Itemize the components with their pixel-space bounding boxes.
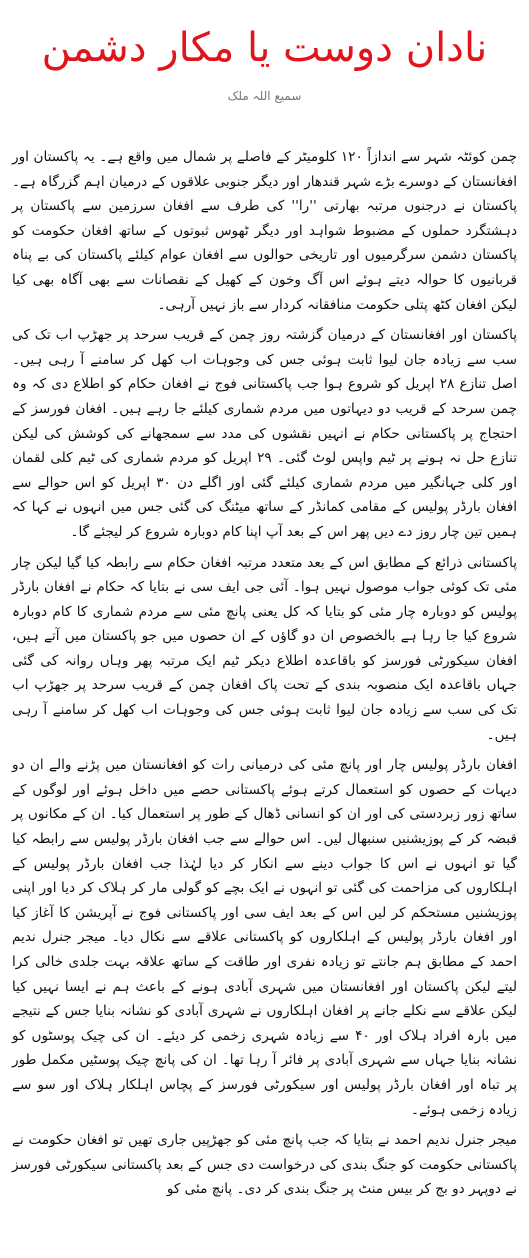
article-paragraph: افغان بارڈر پولیس چار اور پانچ مئی کی درمیانی رات کو افغانستان میں پڑنے والے ان دو دیہات کے حصوں کو استعمال کرتے ہوئے پاکستانی حصے میں داخل ہوئے اور لوگوں کے ساتھ زور زبردستی کی اور ان کو انسانی ڈھال کے طور پر استعمال کیا۔ ان کے مکانوں پر قبضہ کر کے پوزیشنیں سنبھال لیں۔ اس حوالے سے جب افغان بارڈر پولیس سے رابطہ کیا گیا تو انہوں نے اس کا جواب دینے سے انکار کر دیا لہٰذا جب افغان بارڈر پولیس کے اہلکاروں کی مزاحمت کی گئی تو انہوں نے ایک بچے کو گولی مار کر ہلاک کر دیا اور اپنی پوزیشنیں مستحکم کر لیں اس کے بعد ایف سی اور پاکستانی فوج نے آپریشن کا آغاز کیا اور افغان بارڈر پولیس کے اہلکاروں کو پاکستانی علاقے سے نکال دیا۔ میجر جنرل ندیم احمد کے مطابق ہم جانتے تو زیادہ نفری اور طاقت کے ساتھ علاقہ بہت جلدی خالی کرا لیتے لیکن پاکستان اور افغانستان میں شہری آبادی ہونے کے باعث ہم نے ایسا نہیں کیا لیکن علاقے سے نکلے جانے پر افغان اہلکاروں نے شہری آبادی کو نشانہ بنایا جس کے نتیجے میں بارہ افراد ہلاک اور ۴۰ سے زیادہ شہری زخمی کر دیئے۔ ان کی چیک پوسٹوں کو نشانہ بنایا جہاں سے شہری آبادی پر فائر آ رہا تھا۔ ان کی پانچ چیک پوسٹیں مکمل طور پر تباہ اور افغان بارڈر پولیس اور سیکورٹی فورسز کے پچاس اہلکار ہلاک اور سو سے زیادہ زخمی ہوئے۔ xyxy=(12,757,518,1118)
author-name: سمیع اللہ ملک xyxy=(227,89,302,103)
article-title: نادان دوست یا مکار دشمن xyxy=(41,25,488,71)
article-paragraph: چمن کوئٹہ شہر سے اندازاً ۱۲۰ کلومیٹر کے فاصلے پر شمال میں واقع ہے۔ یہ پاکستان اور افغانستان کے دوسرے بڑے شہر قندھار اور دیگر جنوبی علاقوں کے درمیان اہم گزرگاہ ہے۔ پاکستان نے درجنوں مرتبہ بھارتی ''را'' کی طرف سے افغان سرزمین سے پاکستان پر دہشتگرد حملوں کے مضبوط شواہد اور دیگر ٹھوس ثبوتوں کے ساتھ افغان حکومت کو پاکستان دشمن سرگرمیوں اور تاریخی حوالوں سے افغان عوام کیلئے پاکستان کی بے پناہ قربانیوں کا حوالہ دیتے ہوئے اس آگ وخون کے کھیل کے نقصانات سے بھی آگاہ بھی کیا لیکن افغان کٹھ پتلی حکومت منافقانہ کردار سے باز نہیں آرہی۔ xyxy=(12,149,517,313)
article-paragraph: پاکستانی ذرائع کے مطابق اس کے بعد متعدد مرتبہ افغان حکام سے رابطہ کیا گیا لیکن چار مئی تک کوئی جواب موصول نہیں ہوا۔ آئی جی ایف سی نے بتایا کہ حکام نے افغان بارڈر پولیس کو دوبارہ چار مئی کو بتایا کہ کل یعنی پانچ مئی سے مردم شماری کا کام دوبارہ شروع کیا جا رہا ہے بالخصوص ان دو گاؤں کے ان حصوں میں جو پاکستان میں آتے ہیں، افغان سیکورٹی فورسز کو باقاعدہ اطلاع دیکر ٹیم ایک مرتبہ پھر وہاں روانہ کی گئی جہاں باقاعدہ ایک منصوبہ بندی کے تحت پاک افغان چمن کے قریب سرحد پر جھڑپ اب تک کی سب سے زیادہ جان لیوا ثابت ہوئی جس کی وجوہات اب کھل کر سامنے آ رہی ہیں۔ xyxy=(12,554,517,743)
article-paragraph: پاکستان اور افغانستان کے درمیان گزشتہ روز چمن کے قریب سرحد پر جھڑپ اب تک کی سب سے زیادہ جان لیوا ثابت ہوئی جس کی وجوہات اب کھل کر سامنے آ رہی ہیں۔ اصل تنازع ۲۸ اپریل کو شروع ہوا جب پاکستانی فوج نے افغان حکام کو اطلاع دی کہ وہ چمن سرحد کے قریب دو دیہاتوں میں مردم شماری کیلئے جا رہے ہیں۔ افغان فورسز کے احتجاج پر پاکستانی حکام نے انہیں نقشوں کی مدد سے سمجھانے کی کوشش کی لیکن تنازع حل نہ ہونے پر ٹیم واپس لوٹ گئی۔ ۲۹ اپریل کو مردم شماری کی ٹیم کلی لقمان اور کلی جہانگیر میں مردم شماری کیلئے گئی اور اگلے دن ۳۰ اپریل کو اس حوالے سے افغان بارڈر پولیس کے مقامی کمانڈر کے ساتھ میٹنگ کی گئی جس میں انہوں نے کہا کہ ہمیں تین چار روز دے دیں پھر اس کے بعد آپ اپنا کام دوبارہ شروع کر لیجئے گا۔ xyxy=(12,327,518,540)
article-body xyxy=(12,145,517,1208)
article-paragraph: میجر جنرل ندیم احمد نے بتایا کہ جب پانچ مئی کو جھڑپیں جاری تھیں تو افغان حکومت نے پاکستانی حکومت کو جنگ بندی کی درخواست دی جس کے بعد پاکستانی سیکورٹی فورسز نے دوپہر دو بج کر بیس منٹ پر جنگ بندی کر دی۔ پانچ مئی کو xyxy=(12,1132,517,1198)
